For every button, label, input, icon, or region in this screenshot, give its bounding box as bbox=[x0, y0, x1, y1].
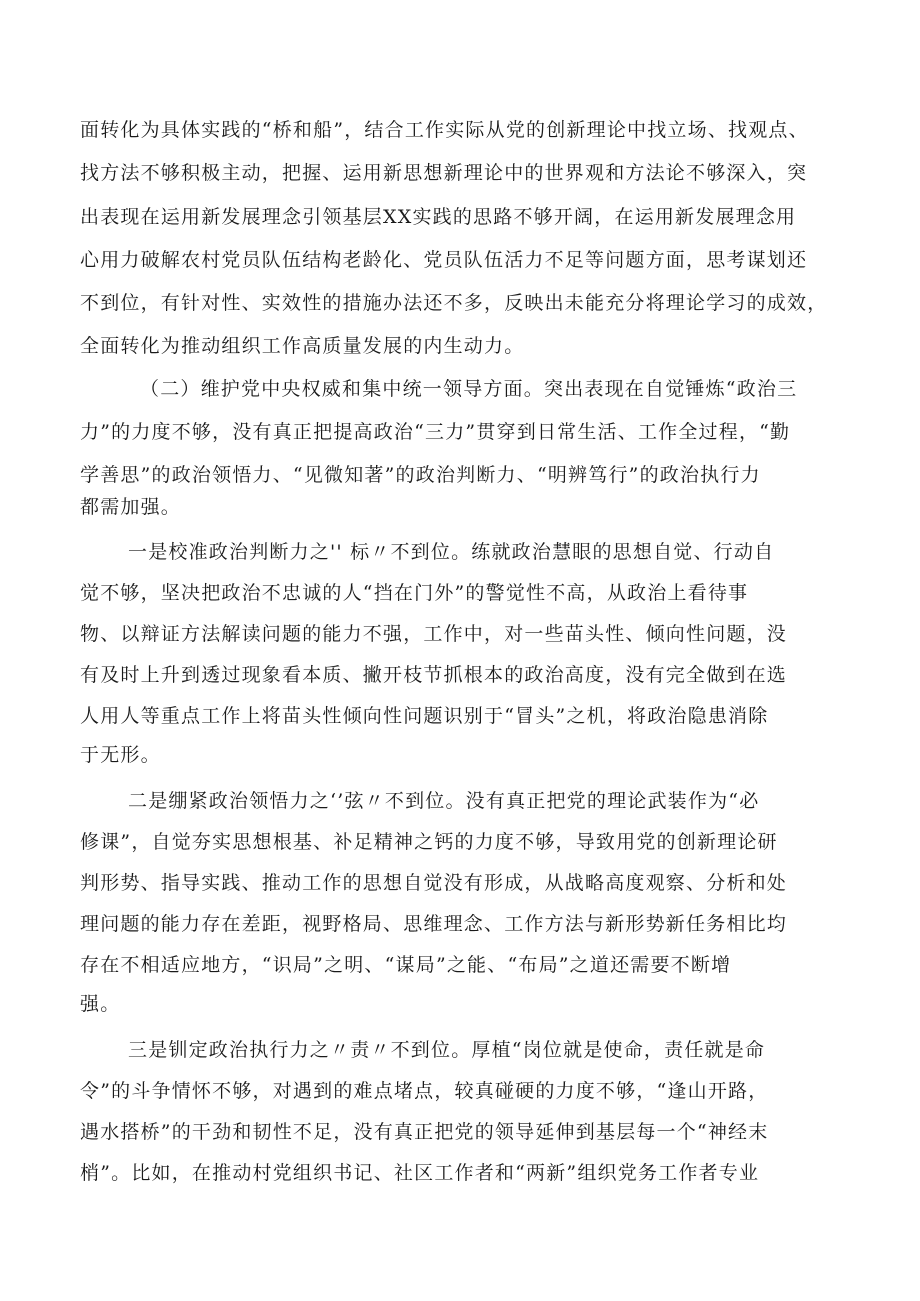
paragraph-line: 都需加强。 bbox=[80, 496, 182, 518]
paragraph-line: 理问题的能力存在差距，视野格局、思维理念、工作方法与新形势新任务相比均 bbox=[80, 913, 788, 935]
paragraph-line: 全面转化为推动组织工作高质量发展的内生动力。 bbox=[80, 335, 525, 357]
paragraph-line: 物、以辩证方法解读问题的能力不强，工作中，对一些苗头性、倾向性问题，没 bbox=[80, 623, 788, 645]
paragraph-line: 梢”。比如，在推动村党组织书记、社区工作者和“两新”组织党务工作者专业 bbox=[80, 1162, 760, 1184]
paragraph-line: 遇水搭桥”的干劲和韧性不足，没有真正把党的领导延伸到基层每一个“神经末 bbox=[80, 1121, 769, 1143]
paragraph-line: 修课”，自觉夯实思想根基、补足精神之钙的力度不够，导致用党的创新理论研 bbox=[80, 831, 778, 853]
paragraph-line: 强。 bbox=[80, 993, 121, 1015]
paragraph-line: （二）维护党中央权威和集中统一领导方面。突出表现在自觉锤炼“政治三 bbox=[140, 378, 798, 400]
paragraph-line: 学善思”的政治领悟力、“见微知著”的政治判断力、“明辨笃行”的政治执行力 bbox=[80, 464, 761, 486]
paragraph-line: 面转化为具体实践的“桥和船”，结合工作实际从党的创新理论中找立场、找观点、 bbox=[80, 119, 809, 141]
paragraph-line: 二是绷紧政治领悟力之‘’弦〃不到位。没有真正把党的理论武装作为“必 bbox=[128, 790, 760, 812]
paragraph-line: 令”的斗争情怀不够，对遇到的难点堵点，较真碰硬的力度不够，“逢山开路， bbox=[80, 1080, 769, 1102]
paragraph-line: 一是校准政治判断力之'' 标〃不到位。练就政治慧眼的思想自觉、行动自 bbox=[128, 541, 775, 563]
paragraph-line: 判形势、指导实践、推动工作的思想自觉没有形成，从战略高度观察、分析和处 bbox=[80, 872, 788, 894]
paragraph-line: 人用人等重点工作上将苗头性倾向性问题识别于“冒头”之机，将政治隐患消除 bbox=[80, 705, 769, 727]
paragraph-line: 不到位，有针对性、实效性的措施办法还不多，反映出未能充分将理论学习的成效， bbox=[80, 292, 828, 314]
paragraph-line: 三是钏定政治执行力之〃责〃不到位。厚植“岗位就是使命，责任就是命 bbox=[128, 1039, 766, 1061]
paragraph-line: 力”的力度不够，没有真正把提高政治“三力”贯穿到日常生活、工作全过程，“勤 bbox=[80, 421, 791, 443]
paragraph-line: 有及时上升到透过现象看本质、撇开枝节抓根本的政治高度，没有完全做到在选 bbox=[80, 664, 788, 686]
paragraph-line: 于无形。 bbox=[80, 744, 161, 766]
paragraph-line: 存在不相适应地方，“识局”之明、“谋局”之能、“布局”之道还需要不断增 bbox=[80, 954, 732, 976]
paragraph-line: 出表现在运用新发展理念引领基层XX实践的思路不够开阔，在运用新发展理念用 bbox=[80, 206, 797, 228]
paragraph-line: 找方法不够积极主动，把握、运用新思想新理论中的世界观和方法论不够深入，突 bbox=[80, 162, 808, 184]
paragraph-line: 觉不够，坚决把政治不忠诚的人“挡在门外”的警觉性不高，从政治上看待事 bbox=[80, 582, 749, 604]
paragraph-line: 心用力破解农村党员队伍结构老龄化、党员队伍活力不足等问题方面，思考谋划还 bbox=[80, 249, 808, 271]
